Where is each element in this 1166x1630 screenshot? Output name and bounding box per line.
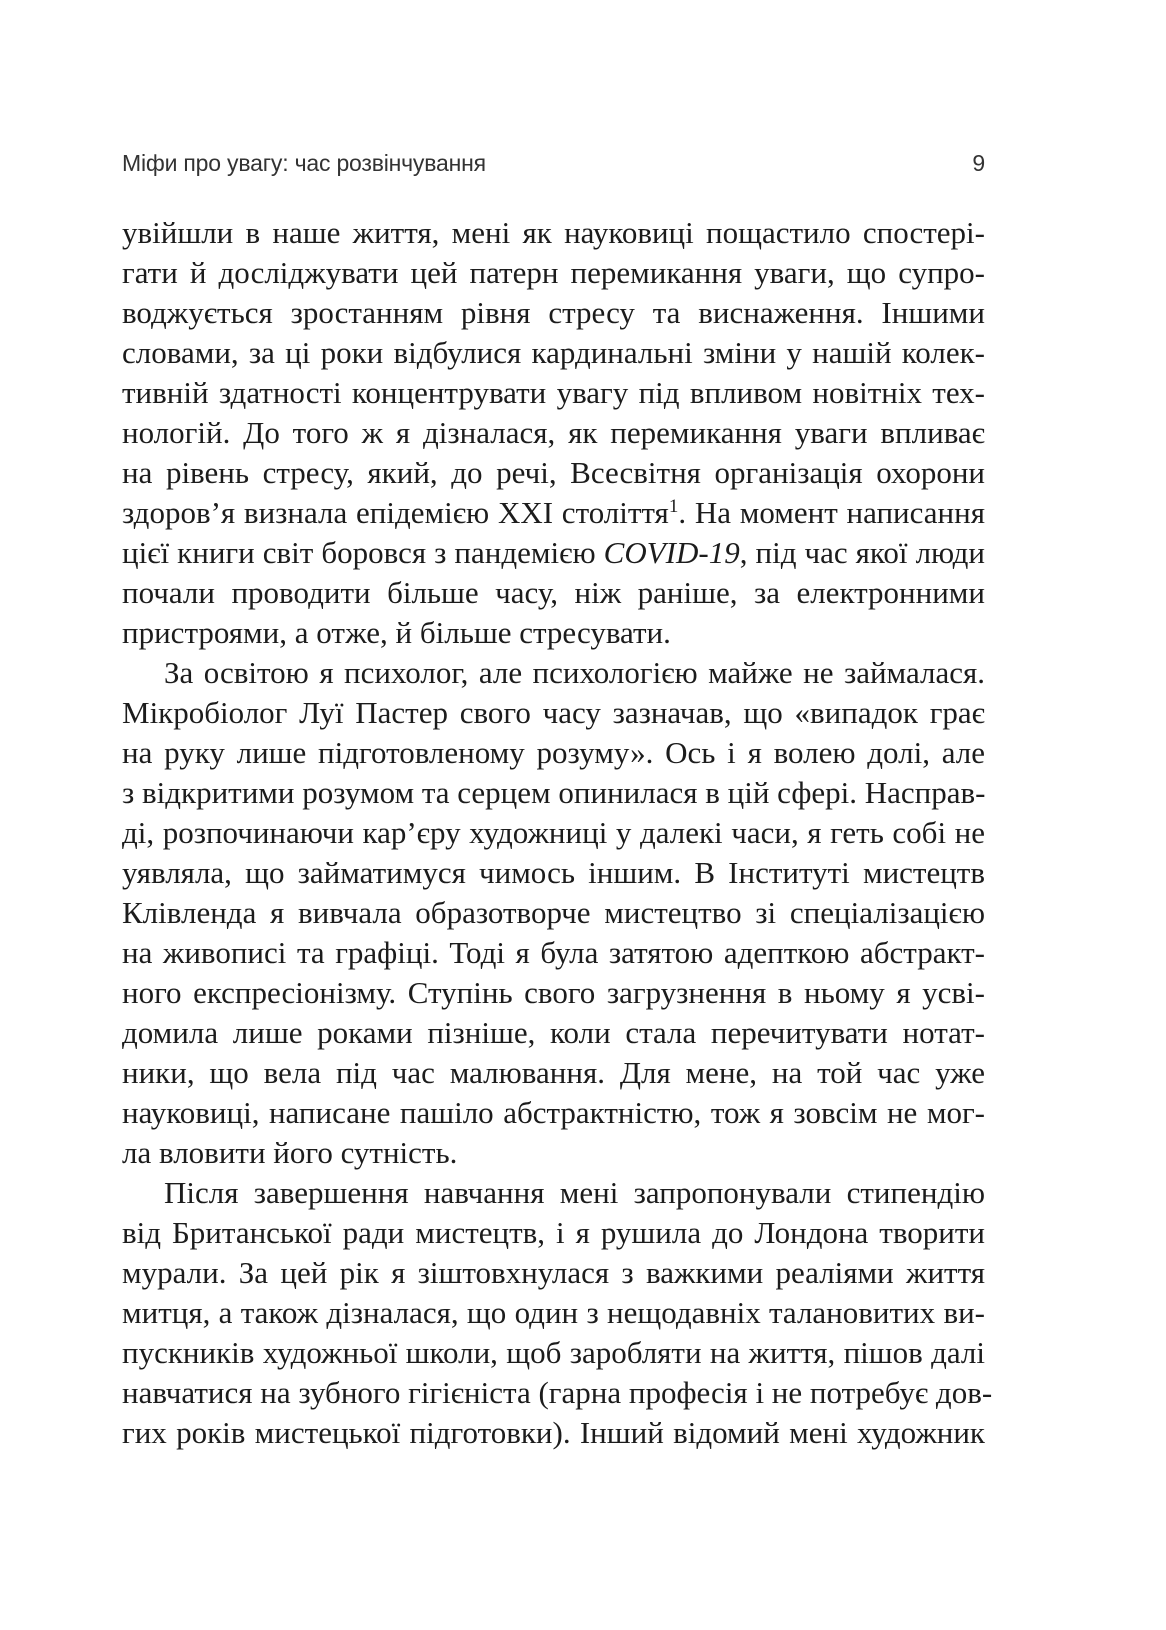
text-line: Після завершення навчання мені запропонували стипендію (164, 1175, 985, 1210)
text-segment: цієї книги світ боровся з пандемією (122, 535, 604, 570)
text-line: пристроями, а отже, й більше стресувати. (122, 615, 671, 650)
text-line: тивній здатності концентрувати увагу під впливом новітніх тех- (122, 375, 985, 410)
text-line: воджується зростанням рівня стресу та виснаження. Іншими (122, 295, 985, 330)
text-line: увійшли в наше життя, мені як науковиці пощастило спостері- (122, 215, 985, 250)
text-segment: здоров’я визнала епідемією XXI століття (122, 495, 669, 530)
text-line: ла вловити його сутність. (122, 1135, 458, 1170)
text-line: За освітою я психолог, але психологією майже не займалася. (164, 655, 985, 690)
text-line: мурали. За цей рік я зіштовхнулася з важкими реаліями життя (122, 1255, 985, 1290)
page-number: 9 (972, 150, 985, 176)
body-text (122, 213, 993, 1453)
running-header (122, 150, 985, 177)
text-line: ники, що вела під час малювання. Для мене, на той час уже (122, 1055, 985, 1090)
text-line: ного експресіонізму. Ступінь свого загрузнення в ньому я усві- (122, 975, 985, 1010)
text-line: уявляла, що займатимуся чимось іншим. В Інституті мистецтв (122, 855, 985, 890)
text-line: домила лише роками пізніше, коли стала перечитувати нотат- (122, 1015, 985, 1050)
text-segment: . На момент написання (678, 495, 985, 530)
italic-term: COVID-19 (603, 535, 740, 570)
text-line: словами, за ці роки відбулися кардинальні зміни у нашій колек- (122, 335, 985, 370)
text-line: пускників художньої школи, щоб заробляти на життя, пішов далі (122, 1335, 985, 1370)
paragraph (122, 213, 985, 653)
text-line: на живописі та графіці. Тоді я була затятою адепткою абстракт- (122, 935, 985, 970)
text-line: почали проводити більше часу, ніж раніше, за електронними (122, 575, 985, 610)
text-line: гати й досліджувати цей патерн перемикання уваги, що супро- (122, 255, 985, 290)
running-title: Міфи про увагу: час розвінчування (122, 150, 486, 176)
text-line: митця, а також дізналася, що один з нещодавніх талановитих ви- (122, 1295, 985, 1330)
text-line-with-footnote (122, 493, 985, 533)
text-line: навчатися на зубного гігієніста (гарна професія і не потребує дов- (122, 1375, 993, 1410)
text-line: з відкритими розумом та серцем опинилася в цій сфері. Насправ- (122, 775, 986, 810)
paragraph (122, 653, 985, 1173)
text-line: на руку лише підготовленому розуму». Ось і я волею долі, але (122, 735, 985, 770)
text-line: на рівень стресу, який, до речі, Всесвітня організація охорони (122, 455, 985, 490)
footnote-reference: 1 (668, 496, 679, 517)
text-line: нологій. До того ж я дізналася, як перемикання уваги впливає (122, 415, 985, 450)
text-line: від Британської ради мистецтв, і я рушила до Лондона творити (122, 1215, 985, 1250)
text-line: ді, розпочинаючи кар’єру художниці у далекі часи, я геть собі не (122, 815, 985, 850)
text-segment: , під час якої люди (739, 535, 985, 570)
text-line: Клівленда я вивчала образотворче мистецтво зі спеціалізацією (122, 895, 985, 930)
text-line: Мікробіолог Луї Пастер свого часу зазначав, що «випадок грає (122, 695, 985, 730)
text-line: науковиці, написане пашіло абстрактністю, тож я зовсім не мог- (122, 1095, 985, 1130)
text-line: гих років мистецької підготовки). Інший відомий мені художник (122, 1415, 985, 1450)
text-line-with-italic (122, 533, 985, 573)
paragraph (122, 1173, 993, 1453)
